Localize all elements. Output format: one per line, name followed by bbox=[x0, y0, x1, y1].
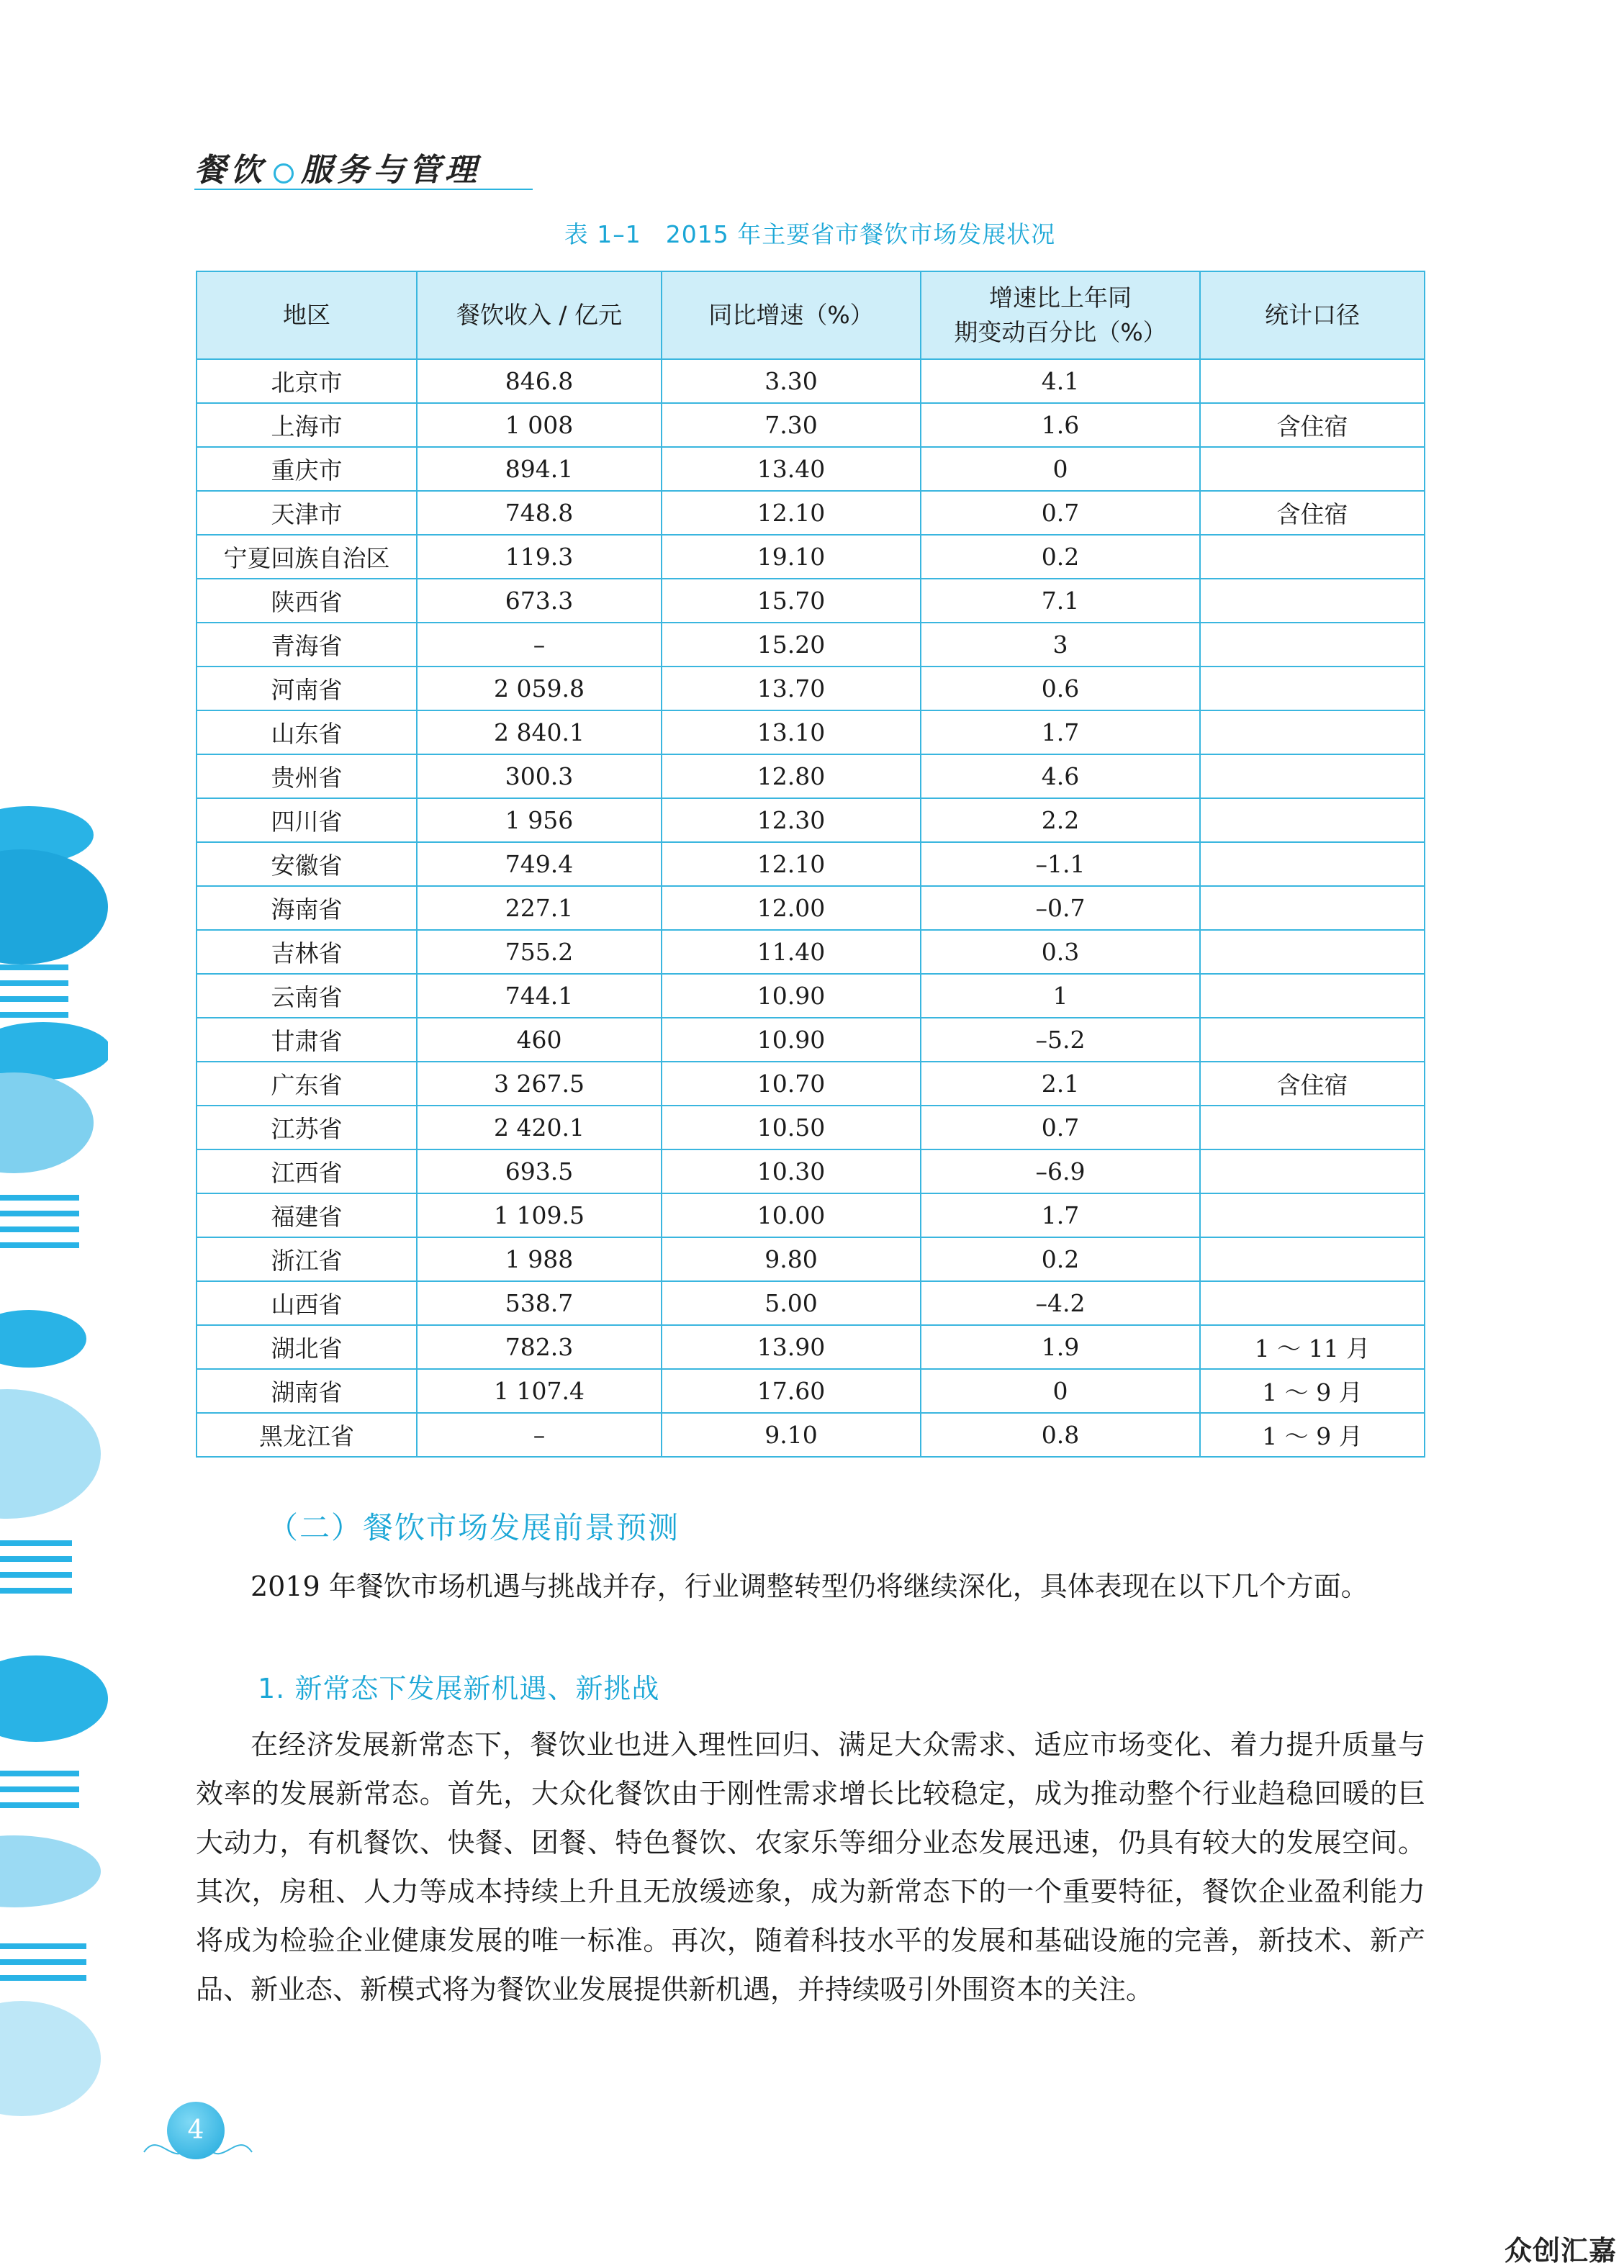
table-cell bbox=[1200, 842, 1425, 886]
table-cell: 1 109.5 bbox=[417, 1193, 662, 1237]
table-cell: 0 bbox=[921, 1369, 1200, 1413]
table-cell: 12.80 bbox=[662, 754, 921, 798]
column-header: 餐饮收入 / 亿元 bbox=[417, 271, 662, 359]
table-cell: – bbox=[417, 623, 662, 667]
table-cell: 1 956 bbox=[417, 798, 662, 842]
table-cell: 1.6 bbox=[921, 403, 1200, 447]
table-cell: 5.00 bbox=[662, 1281, 921, 1325]
table-cell: 12.00 bbox=[662, 886, 921, 930]
table-cell: –5.2 bbox=[921, 1018, 1200, 1062]
table-cell bbox=[1200, 623, 1425, 667]
table-cell: 894.1 bbox=[417, 447, 662, 491]
table-cell: –4.2 bbox=[921, 1281, 1200, 1325]
table-row bbox=[197, 579, 1425, 623]
table-cell: 江西省 bbox=[197, 1149, 417, 1193]
table-cell: 3.30 bbox=[662, 359, 921, 403]
column-header: 同比增速（%） bbox=[662, 271, 921, 359]
column-header: 增速比上年同 期变动百分比（%） bbox=[921, 271, 1200, 359]
table-cell: 浙江省 bbox=[197, 1237, 417, 1281]
table-cell: 119.3 bbox=[417, 535, 662, 579]
table-row bbox=[197, 403, 1425, 447]
table-cell: 陕西省 bbox=[197, 579, 417, 623]
table-cell: 1.7 bbox=[921, 1193, 1200, 1237]
table-cell: 0 bbox=[921, 447, 1200, 491]
table-cell: 含住宿 bbox=[1200, 491, 1425, 535]
book-title-part1: 餐饮 bbox=[194, 152, 266, 189]
table-cell: – bbox=[417, 1413, 662, 1457]
table-row bbox=[197, 974, 1425, 1018]
table-cell: 山东省 bbox=[197, 710, 417, 754]
table-cell: 宁夏回族自治区 bbox=[197, 535, 417, 579]
watermark: 众创汇嘉 bbox=[1505, 2235, 1618, 2267]
table-row bbox=[197, 930, 1425, 974]
table-row bbox=[197, 447, 1425, 491]
table-cell: 含住宿 bbox=[1200, 403, 1425, 447]
table-cell: 755.2 bbox=[417, 930, 662, 974]
table-cell bbox=[1200, 930, 1425, 974]
table-row bbox=[197, 754, 1425, 798]
table-row bbox=[197, 710, 1425, 754]
table-cell: 重庆市 bbox=[197, 447, 417, 491]
table-cell: 湖南省 bbox=[197, 1369, 417, 1413]
table-cell bbox=[1200, 579, 1425, 623]
table-cell: 4.6 bbox=[921, 754, 1200, 798]
table-cell: 2.2 bbox=[921, 798, 1200, 842]
table-cell: 云南省 bbox=[197, 974, 417, 1018]
table-row bbox=[197, 798, 1425, 842]
table-cell: 12.10 bbox=[662, 491, 921, 535]
table-row bbox=[197, 1369, 1425, 1413]
table-cell: 15.20 bbox=[662, 623, 921, 667]
table-cell: 9.10 bbox=[662, 1413, 921, 1457]
table-cell: 17.60 bbox=[662, 1369, 921, 1413]
table-row bbox=[197, 623, 1425, 667]
table-cell: 湖北省 bbox=[197, 1325, 417, 1369]
table-row bbox=[197, 1106, 1425, 1149]
table-cell bbox=[1200, 359, 1425, 403]
table-cell: 黑龙江省 bbox=[197, 1413, 417, 1457]
table-cell bbox=[1200, 447, 1425, 491]
table-cell bbox=[1200, 798, 1425, 842]
table-cell: 538.7 bbox=[417, 1281, 662, 1325]
column-header: 地区 bbox=[197, 271, 417, 359]
table-cell: 782.3 bbox=[417, 1325, 662, 1369]
table-cell: 2 840.1 bbox=[417, 710, 662, 754]
table-row bbox=[197, 1149, 1425, 1193]
side-decoration bbox=[0, 792, 108, 2262]
table-cell: 1.7 bbox=[921, 710, 1200, 754]
table-cell: 10.70 bbox=[662, 1062, 921, 1106]
table-cell: 748.8 bbox=[417, 491, 662, 535]
table-cell: 海南省 bbox=[197, 886, 417, 930]
table-cell: 0.7 bbox=[921, 1106, 1200, 1149]
table-cell: 山西省 bbox=[197, 1281, 417, 1325]
table-cell: 3 bbox=[921, 623, 1200, 667]
table-cell: 10.90 bbox=[662, 974, 921, 1018]
table-cell bbox=[1200, 710, 1425, 754]
table-row bbox=[197, 667, 1425, 710]
table-cell: 12.30 bbox=[662, 798, 921, 842]
table-cell: 0.3 bbox=[921, 930, 1200, 974]
table-cell bbox=[1200, 754, 1425, 798]
table-cell: 吉林省 bbox=[197, 930, 417, 974]
book-title-part2: 服务与管理 bbox=[301, 152, 481, 189]
table-cell: 1 ～ 9 月 bbox=[1200, 1369, 1425, 1413]
table-cell: –1.1 bbox=[921, 842, 1200, 886]
table-cell: 300.3 bbox=[417, 754, 662, 798]
table-cell: 2 059.8 bbox=[417, 667, 662, 710]
table-cell: 四川省 bbox=[197, 798, 417, 842]
table-row bbox=[197, 491, 1425, 535]
table-row bbox=[197, 1325, 1425, 1369]
table-cell: 15.70 bbox=[662, 579, 921, 623]
table-cell: 10.30 bbox=[662, 1149, 921, 1193]
book-title bbox=[194, 144, 481, 190]
page-number: 4 bbox=[167, 2102, 225, 2159]
table-cell: 0.8 bbox=[921, 1413, 1200, 1457]
table-cell: 1 107.4 bbox=[417, 1369, 662, 1413]
table-cell: 749.4 bbox=[417, 842, 662, 886]
intro-paragraph: 2019 年餐饮市场机遇与挑战并存，行业调整转型仍将继续深化，具体表现在以下几个方面。 bbox=[251, 1571, 1368, 1602]
table-row bbox=[197, 1237, 1425, 1281]
table-cell: 江苏省 bbox=[197, 1106, 417, 1149]
table-cell: 11.40 bbox=[662, 930, 921, 974]
ring-ornament-icon bbox=[274, 163, 294, 184]
table-cell: 1.9 bbox=[921, 1325, 1200, 1369]
table-cell bbox=[1200, 1193, 1425, 1237]
table-cell: 13.90 bbox=[662, 1325, 921, 1369]
table-cell bbox=[1200, 1281, 1425, 1325]
table-cell: 贵州省 bbox=[197, 754, 417, 798]
table-cell: 693.5 bbox=[417, 1149, 662, 1193]
table-cell: 7.30 bbox=[662, 403, 921, 447]
table-cell: 19.10 bbox=[662, 535, 921, 579]
table-cell bbox=[1200, 1106, 1425, 1149]
table-cell: 0.2 bbox=[921, 535, 1200, 579]
table-row bbox=[197, 535, 1425, 579]
table-cell: 846.8 bbox=[417, 359, 662, 403]
table-cell: 4.1 bbox=[921, 359, 1200, 403]
table-cell: 10.00 bbox=[662, 1193, 921, 1237]
header-rule bbox=[194, 189, 533, 190]
table-caption: 表 1–1 2015 年主要省市餐饮市场发展状况 bbox=[564, 220, 1056, 248]
table-body bbox=[197, 359, 1425, 1457]
table-cell: 1 bbox=[921, 974, 1200, 1018]
table-cell bbox=[1200, 1149, 1425, 1193]
table-cell: 2.1 bbox=[921, 1062, 1200, 1106]
table-cell: 河南省 bbox=[197, 667, 417, 710]
table-cell: 广东省 bbox=[197, 1062, 417, 1106]
sub-heading: 1. 新常态下发展新机遇、新挑战 bbox=[258, 1673, 660, 1704]
table-cell: 13.70 bbox=[662, 667, 921, 710]
table-cell: 安徽省 bbox=[197, 842, 417, 886]
table-cell bbox=[1200, 886, 1425, 930]
table-cell bbox=[1200, 535, 1425, 579]
column-header: 统计口径 bbox=[1200, 271, 1425, 359]
table-cell: 10.90 bbox=[662, 1018, 921, 1062]
table-row bbox=[197, 1193, 1425, 1237]
table-cell: 12.10 bbox=[662, 842, 921, 886]
table-row bbox=[197, 842, 1425, 886]
table-cell: 9.80 bbox=[662, 1237, 921, 1281]
table-cell: 1 988 bbox=[417, 1237, 662, 1281]
table-cell: 北京市 bbox=[197, 359, 417, 403]
table-cell: 0.7 bbox=[921, 491, 1200, 535]
table-cell: 福建省 bbox=[197, 1193, 417, 1237]
body-paragraph: 在经济发展新常态下，餐饮业也进入理性回归、满足大众需求、适应市场变化、着力提升质量与效率的发展新常态。首先，大众化餐饮由于刚性需求增长比较稳定，成为推动整个行业趋稳回暖的巨大动力，有机餐饮、快餐、团餐、特色餐饮、农家乐等细分业态发展迅速，仍具有较大的发展空间。其次，房租、人力等成本持续上升且无放缓迹象，成为新常态下的一个重要特征，餐饮企业盈利能力将成为检验企业健康发展的唯一标准。再次，随着科技水平的发展和基础设施的完善，新技术、新产品、新业态、新模式将为餐饮业发展提供新机遇，并持续吸引外围资本的关注。 bbox=[196, 1729, 1425, 2005]
section-heading: （二）餐饮市场发展前景预测 bbox=[268, 1510, 680, 1545]
table-row bbox=[197, 1413, 1425, 1457]
table-cell bbox=[1200, 667, 1425, 710]
table-cell: 0.6 bbox=[921, 667, 1200, 710]
table-cell bbox=[1200, 974, 1425, 1018]
table-header-row bbox=[197, 271, 1425, 359]
table-cell bbox=[1200, 1237, 1425, 1281]
table-cell: 13.10 bbox=[662, 710, 921, 754]
table-cell: 含住宿 bbox=[1200, 1062, 1425, 1106]
table-row bbox=[197, 886, 1425, 930]
table-cell: 460 bbox=[417, 1018, 662, 1062]
table-row bbox=[197, 1018, 1425, 1062]
table-cell: 上海市 bbox=[197, 403, 417, 447]
table-cell: 744.1 bbox=[417, 974, 662, 1018]
table-cell: 天津市 bbox=[197, 491, 417, 535]
table-cell: 10.50 bbox=[662, 1106, 921, 1149]
running-header bbox=[194, 144, 533, 191]
table-cell: 甘肃省 bbox=[197, 1018, 417, 1062]
table-row bbox=[197, 359, 1425, 403]
table-cell bbox=[1200, 1018, 1425, 1062]
table-cell: 1 008 bbox=[417, 403, 662, 447]
table-cell: 3 267.5 bbox=[417, 1062, 662, 1106]
table-cell: 227.1 bbox=[417, 886, 662, 930]
table-cell: 673.3 bbox=[417, 579, 662, 623]
table-row bbox=[197, 1281, 1425, 1325]
table-cell: 1 ～ 9 月 bbox=[1200, 1413, 1425, 1457]
table-cell: –6.9 bbox=[921, 1149, 1200, 1193]
table-cell: 青海省 bbox=[197, 623, 417, 667]
table-cell: 13.40 bbox=[662, 447, 921, 491]
table-cell: 2 420.1 bbox=[417, 1106, 662, 1149]
table-cell: 1 ～ 11 月 bbox=[1200, 1325, 1425, 1369]
table-cell: 7.1 bbox=[921, 579, 1200, 623]
table-cell: –0.7 bbox=[921, 886, 1200, 930]
market-table bbox=[196, 271, 1425, 1458]
table-cell: 0.2 bbox=[921, 1237, 1200, 1281]
table-row bbox=[197, 1062, 1425, 1106]
